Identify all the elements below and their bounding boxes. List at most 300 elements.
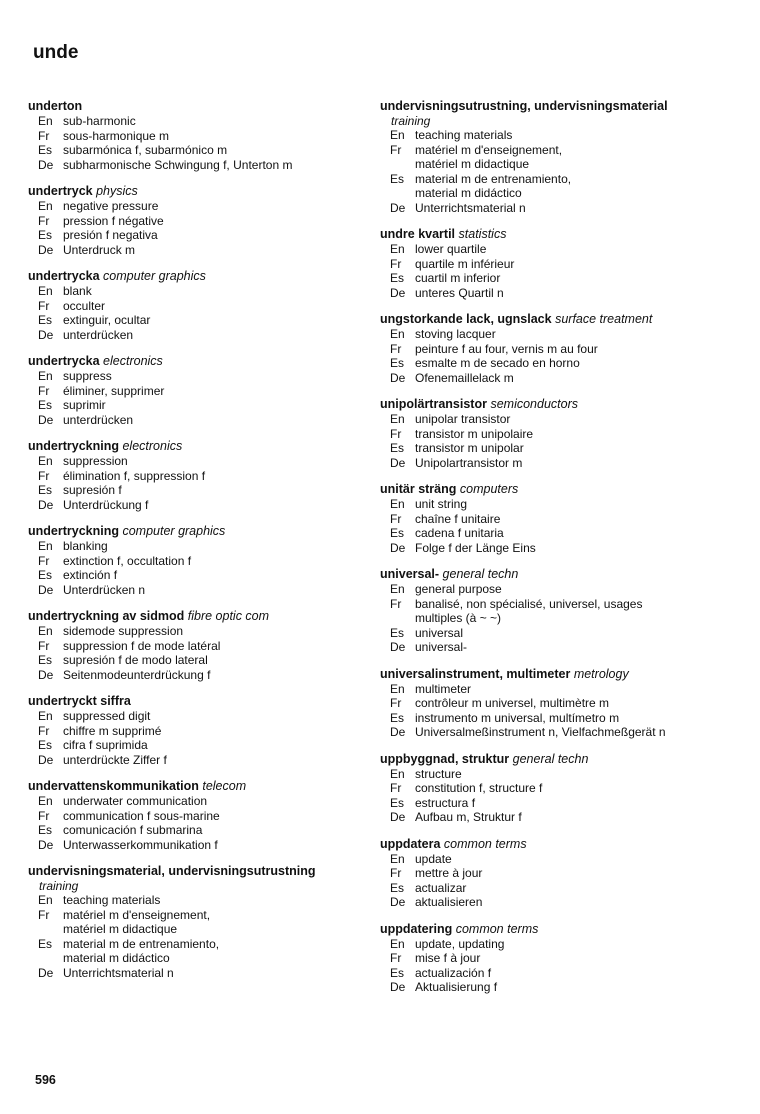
translation-row — [28, 158, 363, 173]
right-column — [380, 99, 720, 1007]
translation-row — [28, 539, 363, 554]
translation-row — [380, 128, 720, 143]
translation-text: material m de entrenamiento, material m didáctico — [63, 936, 220, 965]
entry-headword-line — [380, 99, 720, 114]
entry-headword-line — [380, 567, 720, 582]
translation-text: Folge f der Länge Eins — [415, 540, 536, 555]
translation-row — [380, 172, 720, 201]
dictionary-entry — [28, 864, 363, 980]
translation-text: suppressed digit — [63, 709, 151, 723]
translation-text: aktualisieren — [415, 895, 483, 909]
language-code: De — [390, 895, 406, 909]
language-code: Fr — [390, 696, 402, 710]
entry-term: undertryck — [28, 184, 93, 198]
translation-text: suppression — [63, 454, 128, 468]
entry-headword-line — [380, 837, 720, 852]
translation-row — [380, 640, 720, 655]
translation-text: Unterdrücken n — [63, 582, 146, 597]
translation-row — [28, 966, 363, 981]
dictionary-entry — [380, 837, 720, 910]
entry-term: uppdatering — [380, 921, 453, 936]
translation-row — [28, 794, 363, 809]
translation-row — [28, 908, 363, 937]
dictionary-entry — [28, 524, 363, 597]
entry-term: universalinstrument, multimeter — [380, 666, 571, 681]
translation-text: subarmónica f, subarmónico m — [63, 143, 228, 157]
entry-headword-line — [380, 397, 720, 412]
language-code: En — [390, 851, 405, 866]
translation-text: unipolar transistor — [415, 412, 511, 426]
entry-domain: metrology — [573, 666, 629, 681]
translation-text: sub-harmonic — [63, 114, 136, 128]
dictionary-entry — [380, 922, 720, 995]
language-code: En — [390, 327, 405, 341]
entry-headword-line — [380, 752, 720, 767]
entry-term: unitär sträng — [380, 482, 457, 496]
language-code: De — [390, 810, 406, 824]
translation-row — [28, 384, 363, 399]
entry-term: universal- — [380, 567, 440, 581]
entry-domain: physics — [96, 184, 138, 198]
language-code: Es — [390, 710, 405, 725]
language-code: De — [390, 540, 406, 555]
language-code: En — [390, 681, 405, 696]
language-code: Es — [38, 483, 53, 497]
translation-text: banalisé, non spécialisé, universel, usages multiples (à ~ ~) — [415, 596, 643, 625]
language-code: Fr — [38, 213, 50, 228]
translation-text: esmalte m de secado en horno — [415, 356, 580, 370]
entry-domain: training — [39, 879, 79, 893]
translation-row — [28, 823, 363, 838]
language-code: Fr — [390, 511, 402, 526]
translation-row — [380, 242, 720, 257]
entry-domain: general techn — [442, 567, 519, 581]
translation-row — [28, 668, 363, 683]
language-code: De — [390, 455, 406, 470]
translation-text: transistor m unipolaire — [415, 426, 534, 441]
dictionary-entry — [380, 752, 720, 825]
translation-text: matériel m d'enseignement, matériel m didactique — [63, 907, 211, 936]
translation-text: cuartil m inferior — [415, 271, 501, 285]
dictionary-entry — [28, 269, 363, 342]
translation-row — [28, 838, 363, 853]
translation-text: universal — [415, 625, 464, 640]
entry-domain: electronics — [122, 439, 183, 453]
translation-text: Unterdruck m — [63, 242, 136, 257]
language-code: De — [38, 837, 54, 852]
translation-text: comunicación f submarina — [63, 823, 203, 837]
entry-domain: general techn — [512, 751, 589, 766]
translation-text: Unterrichtsmaterial n — [415, 200, 526, 215]
translation-row — [28, 724, 363, 739]
entry-domain: common terms — [455, 921, 539, 936]
translation-row — [28, 284, 363, 299]
translation-row — [28, 653, 363, 668]
translation-text: structure — [415, 766, 462, 781]
language-code: Es — [38, 143, 53, 157]
translation-row — [380, 781, 720, 796]
translation-text: teaching materials — [63, 893, 161, 907]
translation-row — [28, 454, 363, 469]
entry-headword-line — [28, 694, 363, 709]
translation-text: subharmonische Schwingung f, Unterton m — [63, 157, 293, 172]
language-code: Es — [390, 441, 405, 455]
entry-term: undervisningsutrustning, undervisningsmaterial — [380, 99, 668, 113]
language-code: Fr — [390, 341, 402, 356]
language-code: En — [390, 412, 405, 426]
language-code: De — [38, 497, 54, 512]
translation-text: universal- — [415, 640, 468, 654]
language-code: De — [390, 285, 406, 300]
translation-row — [380, 725, 720, 740]
language-code: En — [390, 242, 405, 256]
translation-text: chiffre m supprimé — [63, 723, 162, 738]
translation-row — [28, 809, 363, 824]
language-code: Fr — [390, 426, 402, 441]
language-code: Fr — [38, 808, 50, 823]
translation-text: Aufbau m, Struktur f — [415, 810, 522, 824]
entry-domain: telecom — [202, 779, 247, 793]
entry-headword-line — [28, 354, 363, 369]
translation-text: estructura f — [415, 795, 476, 810]
translation-text: Ofenemaillelack m — [415, 370, 514, 385]
translation-row — [380, 257, 720, 272]
language-code: De — [390, 200, 406, 215]
translation-row — [380, 371, 720, 386]
entry-term: uppbyggnad, struktur — [380, 751, 510, 766]
language-code: De — [390, 370, 406, 385]
translation-row — [28, 893, 363, 908]
language-code: Es — [390, 795, 405, 810]
language-code: Es — [390, 880, 405, 895]
language-code: Fr — [38, 723, 50, 738]
language-code: En — [38, 794, 53, 808]
language-code: De — [390, 725, 406, 739]
translation-text: unterdrücken — [63, 327, 134, 342]
page-heading: unde — [33, 42, 79, 63]
translation-row — [28, 624, 363, 639]
translation-text: unterdrücken — [63, 412, 134, 427]
language-code: Fr — [38, 907, 50, 922]
translation-row — [28, 738, 363, 753]
translation-text: presión f negativa — [63, 228, 158, 242]
language-code: Fr — [390, 781, 402, 795]
translation-text: update, updating — [415, 936, 505, 951]
translation-text: Seitenmodeunterdrückung f — [63, 667, 211, 682]
entry-domain: computer graphics — [122, 524, 226, 538]
language-code: Es — [38, 313, 53, 327]
translation-row — [28, 199, 363, 214]
language-code: En — [38, 284, 53, 298]
language-code: De — [38, 157, 54, 172]
language-code: Es — [38, 568, 53, 582]
language-code: Es — [390, 526, 405, 540]
translation-text: constitution f, structure f — [415, 781, 543, 795]
translation-row — [28, 498, 363, 513]
language-code: Es — [390, 271, 405, 285]
entry-headword-line — [380, 227, 720, 242]
language-code: Fr — [390, 142, 402, 157]
dictionary-entry — [380, 312, 720, 385]
translation-row — [28, 228, 363, 243]
entry-term: ungstorkande lack, ugnslack — [380, 312, 552, 326]
translation-text: pression f négative — [63, 213, 164, 228]
translation-text: éliminer, supprimer — [63, 383, 165, 398]
entry-headword-line — [380, 312, 720, 327]
language-code: Fr — [38, 128, 50, 143]
entry-domain: surface treatment — [555, 312, 653, 326]
translation-row — [28, 568, 363, 583]
translation-row — [380, 895, 720, 910]
entry-term: undertrycka — [28, 354, 100, 368]
translation-row — [28, 937, 363, 966]
translation-row — [380, 866, 720, 881]
translation-row — [380, 512, 720, 527]
language-code: Fr — [390, 866, 402, 880]
translation-row — [380, 937, 720, 952]
translation-text: suppression f de mode latéral — [63, 638, 221, 653]
translation-row — [380, 201, 720, 216]
entry-headword-line — [28, 184, 363, 199]
translation-row — [28, 243, 363, 258]
language-code: En — [390, 936, 405, 951]
translation-row — [380, 427, 720, 442]
translation-row — [380, 951, 720, 966]
translation-text: underwater communication — [63, 794, 208, 808]
translation-row — [380, 682, 720, 697]
dictionary-entry — [380, 482, 720, 555]
language-code: Es — [38, 738, 53, 752]
page-number: 596 — [35, 1073, 56, 1087]
entry-domain: computers — [459, 482, 519, 496]
language-code: En — [38, 199, 53, 213]
translation-row — [380, 597, 720, 626]
translation-text: stoving lacquer — [415, 327, 496, 341]
entry-domain: training — [391, 114, 431, 128]
translation-text: Aktualisierung f — [415, 980, 498, 994]
entry-headword-line — [380, 922, 720, 937]
translation-text: quartile m inférieur — [415, 256, 515, 271]
dictionary-entry — [28, 779, 363, 852]
translation-row — [380, 796, 720, 811]
translation-text: Universalmeßinstrument n, Vielfachmeßgerät n — [415, 725, 666, 739]
language-code: De — [38, 667, 54, 682]
language-code: Fr — [38, 298, 50, 313]
language-code: Fr — [390, 951, 402, 965]
translation-row — [380, 526, 720, 541]
language-code: Fr — [390, 256, 402, 271]
translation-text: supresión f — [63, 483, 122, 497]
translation-row — [380, 456, 720, 471]
language-code: Es — [390, 625, 405, 640]
translation-text: cifra f suprimida — [63, 738, 148, 752]
translation-row — [28, 214, 363, 229]
translation-row — [380, 696, 720, 711]
language-code: Fr — [38, 383, 50, 398]
entry-term: unipolärtransistor — [380, 397, 487, 411]
dictionary-entry — [28, 609, 363, 682]
translation-text: unterdrückte Ziffer f — [63, 752, 167, 767]
language-code: Es — [390, 171, 405, 186]
language-code: En — [38, 369, 53, 383]
translation-text: mettre à jour — [415, 866, 483, 880]
translation-text: extinguir, ocultar — [63, 313, 151, 327]
entry-headword-line — [380, 482, 720, 497]
language-code: Es — [38, 228, 53, 242]
language-code: En — [390, 766, 405, 781]
entry-domain: statistics — [458, 227, 507, 241]
language-code: Es — [38, 823, 53, 837]
translation-text: blank — [63, 284, 92, 298]
dictionary-entry — [380, 227, 720, 300]
translation-text: peinture f au four, vernis m au four — [415, 341, 598, 356]
language-code: Fr — [390, 596, 402, 611]
translation-text: general purpose — [415, 582, 502, 596]
entry-term: undervattenskommunikation — [28, 779, 199, 793]
language-code: En — [38, 893, 53, 907]
entry-term: undertryckning — [28, 524, 119, 538]
language-code: De — [390, 980, 406, 994]
entry-term: uppdatera — [380, 836, 441, 851]
translation-row — [380, 767, 720, 782]
language-code: De — [38, 242, 54, 257]
left-column — [28, 99, 363, 992]
entry-headword-line — [28, 864, 363, 879]
translation-row — [28, 709, 363, 724]
entry-term: undertryckt siffra — [28, 694, 131, 708]
dictionary-entry — [28, 694, 363, 767]
language-code: Fr — [38, 553, 50, 568]
entry-headword-line — [28, 779, 363, 794]
entry-domain: common terms — [443, 836, 527, 851]
language-code: En — [390, 497, 405, 511]
translation-row — [28, 398, 363, 413]
language-code: Es — [390, 356, 405, 370]
translation-row — [380, 356, 720, 371]
language-code: Es — [38, 936, 53, 951]
translation-text: multimeter — [415, 681, 472, 696]
language-code: De — [38, 752, 54, 767]
language-code: Fr — [38, 638, 50, 653]
translation-row — [28, 129, 363, 144]
translation-text: contrôleur m universel, multimètre m — [415, 696, 610, 710]
entry-headword-line — [380, 667, 720, 682]
translation-row — [380, 271, 720, 286]
translation-text: unit string — [415, 497, 468, 511]
translation-text: communication f sous-marine — [63, 808, 220, 823]
entry-headword-line — [28, 524, 363, 539]
entry-term: undertryckning av sidmod — [28, 609, 185, 623]
translation-text: lower quartile — [415, 242, 487, 256]
language-code: Fr — [38, 468, 50, 483]
language-code: De — [38, 965, 54, 980]
translation-row — [28, 753, 363, 768]
translation-row — [380, 881, 720, 896]
translation-text: negative pressure — [63, 199, 159, 213]
translation-text: Unterdrückung f — [63, 497, 149, 512]
entry-headword-line — [28, 99, 363, 114]
translation-text: Unterwasserkommunikation f — [63, 837, 218, 852]
translation-row — [380, 980, 720, 995]
entry-term: undervisningsmaterial, undervisningsutrustning — [28, 864, 316, 878]
translation-row — [28, 554, 363, 569]
entry-term: undertrycka — [28, 269, 100, 283]
language-code: En — [38, 114, 53, 128]
entry-domain: electronics — [103, 354, 163, 368]
translation-row — [28, 639, 363, 654]
entry-domain: computer graphics — [103, 269, 206, 283]
translation-row — [380, 342, 720, 357]
language-code: De — [38, 412, 54, 427]
translation-text: actualizar — [415, 880, 467, 895]
entry-domain: fibre optic com — [187, 609, 270, 623]
dictionary-entry — [28, 184, 363, 257]
translation-text: blanking — [63, 539, 108, 553]
translation-row — [28, 469, 363, 484]
dictionary-entry — [28, 99, 363, 172]
translation-row — [380, 327, 720, 342]
translation-text: update — [415, 851, 452, 866]
translation-text: material m de entrenamiento, material m didáctico — [415, 171, 572, 200]
translation-row — [380, 966, 720, 981]
entry-term: undre kvartil — [380, 227, 456, 241]
translation-row — [28, 483, 363, 498]
translation-row — [28, 313, 363, 328]
translation-text: suppress — [63, 369, 112, 383]
entry-headword-line — [28, 439, 363, 454]
translation-row — [28, 299, 363, 314]
language-code: De — [38, 582, 54, 597]
translation-text: occulter — [63, 298, 106, 313]
translation-row — [380, 810, 720, 825]
translation-row — [28, 369, 363, 384]
dictionary-entry — [380, 99, 720, 215]
translation-row — [380, 626, 720, 641]
translation-row — [380, 286, 720, 301]
translation-text: chaîne f unitaire — [415, 511, 501, 526]
translation-row — [380, 852, 720, 867]
dictionary-entry — [380, 397, 720, 470]
language-code: En — [38, 539, 53, 553]
translation-text: instrumento m universal, multímetro m — [415, 710, 620, 725]
translation-text: élimination f, suppression f — [63, 468, 206, 483]
language-code: Es — [38, 653, 53, 667]
translation-row — [380, 582, 720, 597]
translation-text: mise f à jour — [415, 951, 481, 965]
translation-row — [28, 114, 363, 129]
translation-row — [380, 412, 720, 427]
translation-text: teaching materials — [415, 128, 513, 142]
translation-row — [380, 541, 720, 556]
entry-headword-line — [28, 269, 363, 284]
translation-text: unteres Quartil n — [415, 285, 504, 300]
language-code: Es — [390, 965, 405, 980]
language-code: En — [38, 454, 53, 468]
dictionary-entry — [28, 439, 363, 512]
translation-row — [28, 583, 363, 598]
dictionary-entry — [380, 567, 720, 655]
entry-headword-line — [28, 609, 363, 624]
language-code: En — [38, 709, 53, 723]
translation-text: matériel m d'enseignement, matériel m didactique — [415, 142, 563, 171]
translation-text: actualización f — [415, 965, 492, 980]
entry-domain: semiconductors — [490, 397, 578, 411]
translation-row — [380, 711, 720, 726]
translation-row — [28, 413, 363, 428]
language-code: Es — [38, 398, 53, 412]
entry-term: undertryckning — [28, 439, 119, 453]
translation-text: transistor m unipolar — [415, 441, 524, 455]
